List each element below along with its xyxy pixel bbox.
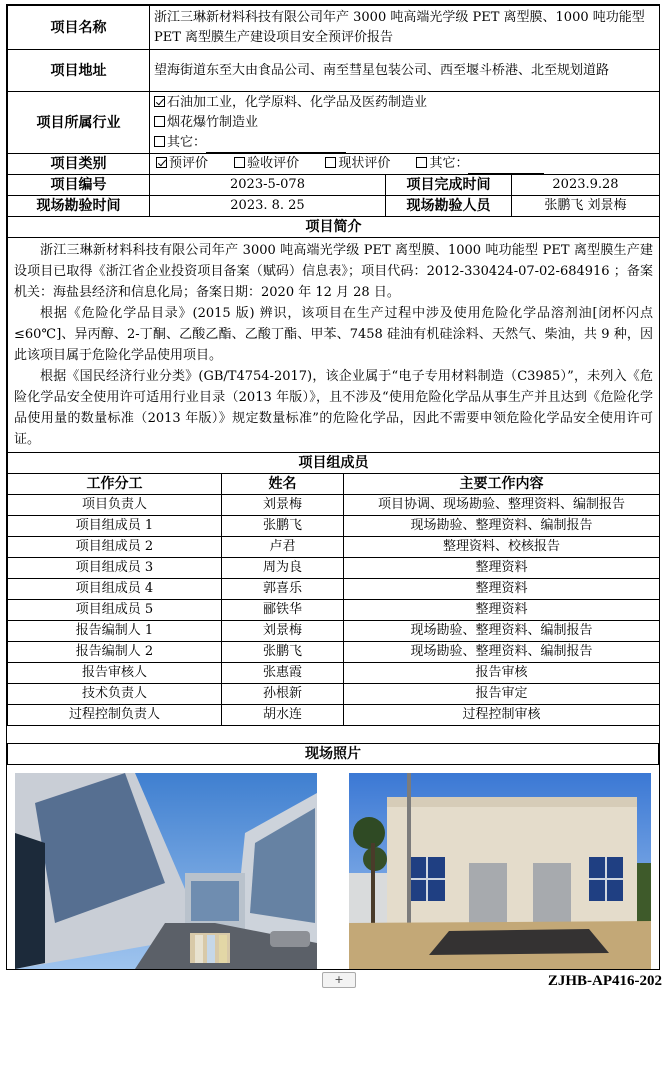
checkbox-checked-icon[interactable] [154, 96, 165, 107]
team-role-cell: 项目组成员 1 [8, 516, 222, 537]
team-duty-cell: 现场勘验、整理资料、编制报告 [344, 642, 660, 663]
team-duty-cell: 现场勘验、整理资料、编制报告 [344, 621, 660, 642]
factory-buildings-photo [15, 773, 317, 969]
checkbox-icon[interactable] [325, 157, 336, 168]
industry-label: 项目所属行业 [8, 92, 150, 154]
team-role-cell: 项目负责人 [8, 495, 222, 516]
category-option-1[interactable]: 预评价 [156, 156, 208, 171]
category-option-3[interactable]: 现状评价 [325, 156, 390, 171]
intro-paragraph: 根据《国民经济行业分类》(GB/T4754-2017)，该企业属于“电子专用材料制造（C3985）”，未列入《危险化学品安全使用许可适用行业目录（2013 年版）》，且不涉及“使用危险化学品从事生产并且达到《危险化学品使用量的数量标准（2013 年版）》规定数量标准”的危险化学品，因此不需要申领危险化学品安全使用许可证。 [14, 369, 653, 447]
photos-row [7, 765, 659, 969]
team-role-cell: 报告审核人 [8, 663, 222, 684]
completion-value: 2023.9.28 [512, 175, 660, 196]
team-role-cell: 技术负责人 [8, 684, 222, 705]
table-row [8, 642, 660, 663]
checkbox-icon[interactable] [416, 157, 427, 168]
table-row [8, 516, 660, 537]
team-duty-cell: 过程控制审核 [344, 705, 660, 726]
team-name-cell: 胡水连 [222, 705, 344, 726]
survey-people-value: 张鹏飞 刘景梅 [512, 196, 660, 217]
team-role-cell: 项目组成员 4 [8, 579, 222, 600]
team-name-cell: 周为良 [222, 558, 344, 579]
intro-paragraph: 根据《危险化学品目录》(2015 版) 辨识，该项目在生产过程中涉及使用危险化学品溶剂油[闭杯闪点≤60℃]、异丙醇、2-丁酮、乙酸乙酯、乙酸丁酯、甲苯、7458 硅油有机硅涂料、天然气、柴油，共 9 种，因此该项目属于危险化学品使用项目。 [14, 306, 653, 363]
table-row [8, 663, 660, 684]
table-row [8, 621, 660, 642]
spacer [8, 726, 660, 744]
table-row [8, 537, 660, 558]
team-table-body [8, 495, 660, 726]
team-duty-cell: 项目协调、现场勘验、整理资料、编制报告 [344, 495, 660, 516]
project-name-value: 浙江三琳新材料科技有限公司年产 3000 吨高端光学级 PET 离型膜、1000 吨功能型 PET 离型膜生产建设项目安全预评价报告 [150, 6, 660, 50]
team-duty-cell: 整理资料 [344, 579, 660, 600]
industry-option-3[interactable]: 其它： [154, 133, 655, 153]
project-name-label: 项目名称 [8, 6, 150, 50]
category-option-4[interactable]: 其它： [416, 156, 544, 171]
document-page [6, 4, 660, 970]
team-name-cell: 张鹏飞 [222, 516, 344, 537]
table-row [8, 705, 660, 726]
other-blank-line [468, 173, 544, 174]
survey-time-label: 现场勘验时间 [8, 196, 150, 217]
industry-option-2[interactable]: 烟花爆竹制造业 [154, 113, 655, 133]
category-option-2[interactable]: 验收评价 [234, 156, 299, 171]
team-duty-cell: 报告审定 [344, 684, 660, 705]
checkbox-icon[interactable] [234, 157, 245, 168]
team-name-cell: 孙根新 [222, 684, 344, 705]
team-role-cell: 报告编制人 1 [8, 621, 222, 642]
table-row [8, 495, 660, 516]
checkbox-icon[interactable] [154, 136, 165, 147]
team-column-header: 姓名 [222, 474, 344, 495]
team-name-cell: 刘景梅 [222, 495, 344, 516]
team-role-cell: 报告编制人 2 [8, 642, 222, 663]
warehouse-photo [349, 773, 651, 969]
address-label: 项目地址 [8, 50, 150, 92]
team-role-cell: 过程控制负责人 [8, 705, 222, 726]
team-duty-cell: 整理资料 [344, 558, 660, 579]
table-row [8, 558, 660, 579]
industry-options [150, 92, 660, 154]
team-duty-cell: 整理资料、校核报告 [344, 537, 660, 558]
team-duty-cell: 现场勘验、整理资料、编制报告 [344, 516, 660, 537]
team-table [7, 473, 660, 744]
address-value: 望海街道东至大由食品公司、南至彗星包装公司、西至堰斗桥港、北至规划道路 [150, 50, 660, 92]
team-role-cell: 项目组成员 5 [8, 600, 222, 621]
add-button[interactable]: + [322, 972, 356, 988]
document-number: ZJHB-AP416-202 [547, 973, 662, 989]
info-table [7, 5, 660, 474]
team-title: 项目组成员 [8, 453, 660, 474]
team-column-header: 主要工作内容 [344, 474, 660, 495]
photo-table [7, 743, 659, 765]
survey-people-label: 现场勘验人员 [386, 196, 512, 217]
table-row [8, 600, 660, 621]
team-name-cell: 刘景梅 [222, 621, 344, 642]
team-role-cell: 项目组成员 3 [8, 558, 222, 579]
team-name-cell: 卢君 [222, 537, 344, 558]
number-value: 2023-5-078 [150, 175, 386, 196]
team-role-cell: 项目组成员 2 [8, 537, 222, 558]
other-blank-line [206, 152, 346, 153]
checkbox-checked-icon[interactable] [156, 157, 167, 168]
survey-time-value: 2023. 8. 25 [150, 196, 386, 217]
intro-paragraph: 浙江三琳新材料科技有限公司年产 3000 吨高端光学级 PET 离型膜、1000 吨功能型 PET 离型膜生产建设项目已取得《浙江省企业投资项目备案（赋码）信息表》；项目代码：2012-330424-07-02-684916 ；备案机关：海盐县经济和信息化局；备案日期：2020 年 12 月 28 日。 [14, 243, 653, 300]
number-label: 项目编号 [8, 175, 150, 196]
category-label: 项目类别 [8, 154, 150, 175]
team-name-cell: 张鹏飞 [222, 642, 344, 663]
team-column-header: 工作分工 [8, 474, 222, 495]
intro-title: 项目简介 [8, 217, 660, 238]
category-options [150, 154, 660, 175]
intro-body [8, 238, 660, 453]
checkbox-icon[interactable] [154, 116, 165, 127]
team-name-cell: 郭喜乐 [222, 579, 344, 600]
footer [6, 972, 664, 990]
team-name-cell: 郦铁华 [222, 600, 344, 621]
team-duty-cell: 整理资料 [344, 600, 660, 621]
photos-title: 现场照片 [8, 743, 659, 764]
industry-option-1[interactable]: 石油加工业，化学原料、化学品及医药制造业 [154, 93, 655, 113]
table-row [8, 684, 660, 705]
table-row [8, 579, 660, 600]
team-name-cell: 张惠霞 [222, 663, 344, 684]
completion-label: 项目完成时间 [386, 175, 512, 196]
team-duty-cell: 报告审核 [344, 663, 660, 684]
